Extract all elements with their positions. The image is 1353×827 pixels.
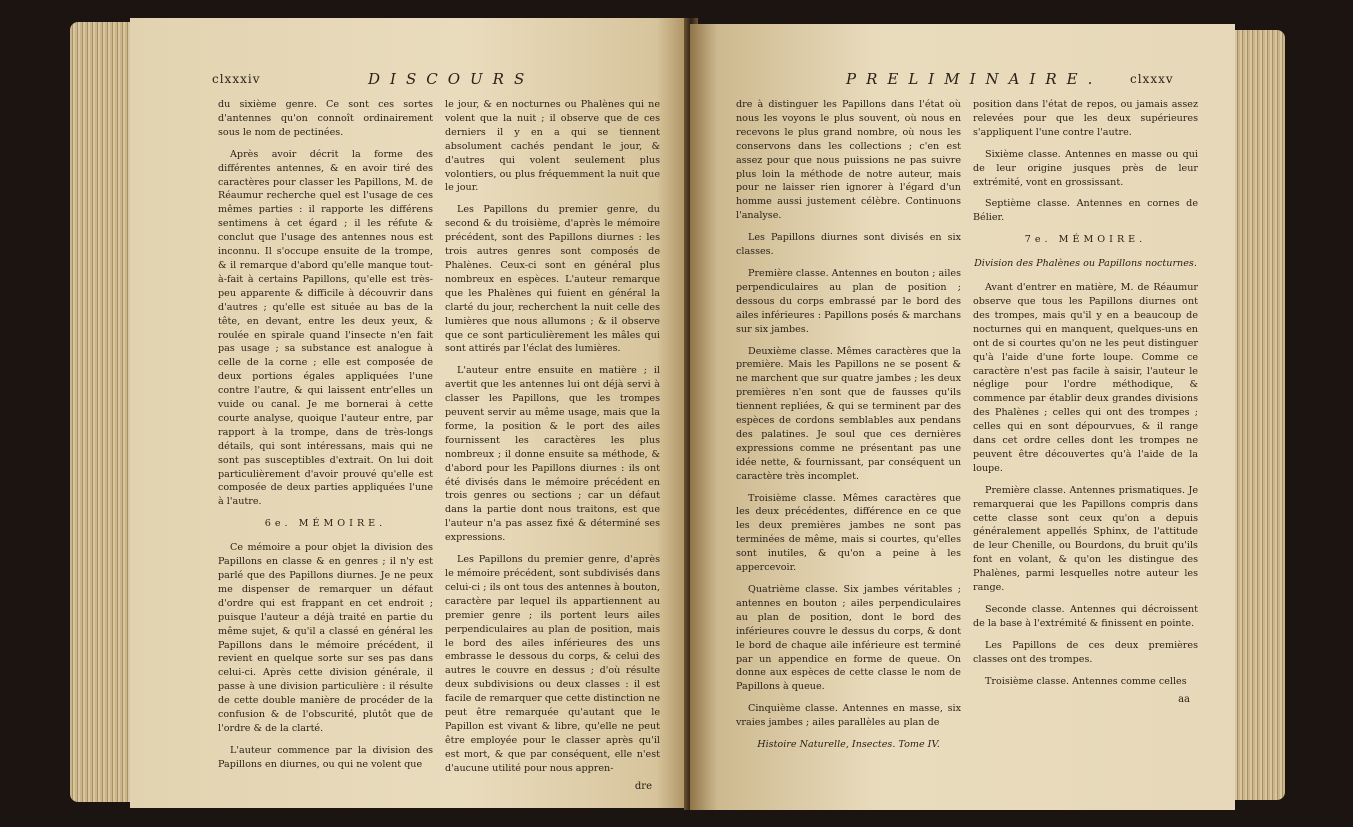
paragraph: Septième classe. Antennes en cornes de Bélier. xyxy=(973,198,1198,224)
paragraph: Troisième classe. Antennes comme celles xyxy=(985,675,1187,687)
paragraph: Ce mémoire a pour objet la division des Papillons en classe & en genres ; il n'y est parlé que des Papillons diurnes. Je ne peux me dispenser de remarquer un défaut d'ordre qui est frappant en cet endroit ; puisque l'auteur a déjà traité en partie du même sujet, & qu'il a classé en général les Papillons dans le mémoire précédent, il revient en quelque sorte sur ses pas dans celui-ci. Après cette division générale, il passe à une division particulière : il résulte de cette double manière de procéder de la confusion & de l'obscurité, plutôt que de l'ordre & de la clarté. xyxy=(218,542,433,734)
paragraph: L'auteur commence par la division des Papillons en diurnes, ou qui ne volent que xyxy=(218,744,433,770)
section-subtitle: Division des Phalènes ou Papillons nocturnes. xyxy=(974,258,1197,270)
right-column-1 xyxy=(736,98,961,762)
paragraph: Première classe. Antennes en bouton ; ailes perpendiculaires au plan de position ; dessous du corps embrassé par le bord des ailes inférieures : Papillons posés & marchans sur six jambes. xyxy=(736,267,961,335)
paragraph: Les Papillons diurnes sont divisés en six classes. xyxy=(736,232,961,258)
right-page-number: clxxxv xyxy=(1130,72,1174,86)
paragraph: Cinquième classe. Antennes en masse, six vraies jambes ; ailes parallèles au plan de xyxy=(736,703,961,729)
section-heading: 7e. MÉMOIRE. xyxy=(1024,234,1147,246)
paragraph: Première classe. Antennes prismatiques. Je remarquerai que les Papillons compris dans cette classe sont ceux qu'on a depuis généralement appellés Sphinx, de l'attitude de leur Chenille, ou Bourdons, du bruit qu'ils font en volant, & qu'on les distingue des Phalènes, parmi lesquelles notre auteur les range. xyxy=(973,484,1198,594)
right-running-title: PRELIMINAIRE. xyxy=(846,70,1103,88)
paragraph: Avant d'entrer en matière, M. de Réaumur observe que tous les Papillons diurnes ont des trompes, mais qu'il y en a beaucoup de nocturnes qui en manquent, quelques-uns en ont de si courtes qu'on ne les peut distinguer qu'à l'aide d'une forte loupe. Comme ce caractère n'est pas facile à saisir, l'auteur le néglige pour l'ordre méthodique, & commence par établir deux grandes divisions des Phalènes ; celles qui ont des trompes ; celles qui en sont dépourvues, & il range dans cet ordre celles dont les trompes ne peuvent être découvertes qu'à l'aide de la loupe. xyxy=(973,282,1198,474)
paragraph: le jour, & en nocturnes ou Phalènes qui ne volent que la nuit ; il observe que de ces derniers il y en a qui se tiennent absolument cachés pendant le jour, & d'autres qui volent seulement plus volontiers, ou plus fréquemment la nuit que le jour. xyxy=(445,99,660,194)
paragraph: Après avoir décrit la forme des différentes antennes, & en avoir tiré des caractères pour classer les Papillons, M. de Réaumur recherche quel est l'usage de ces mêmes parties : il rapporte les différens sentimens à cet égard ; il les réfute & conclut que l'usage des antennes nous est inconnu. Il s'occupe ensuite de la trompe, & il remarque d'abord qu'elle manque tout-à-fait à certains Papillons, qu'elle est très-peu apparente & difficile à découvrir dans d'autres ; qu'elle est située au bas de la tête, en devant, entre les deux yeux, & roulée en spirale quand l'insecte n'en fait pas usage ; sa substance est analogue à celle de la corne ; elle est composée de deux portions égales appliquées l'une contre l'autre, & qui laissent entr'elles un vuide ou canal. Je me bornerai à cette courte analyse, quoique l'auteur entre, par rapport à la trompe, dans de très-longs détails, qui sont intéressans, mais qui ne sont pas susceptibles d'extrait. On lui doit particulièrement d'avoir prouvé qu'elle est composée de deux parties appliquées l'une à l'autre. xyxy=(218,148,433,508)
paragraph: dre à distinguer les Papillons dans l'état où nous les voyons le plus souvent, où nous en recevons le plus grand nombre, où nous les conservons dans les collections ; c'en est assez pour que nous puissions ne pas suivre plus loin la méthode de notre auteur, mais pour ne laisser rien ignorer à l'égard d'un homme aussi justement célèbre. Continuons l'analyse. xyxy=(736,99,961,222)
paragraph: Seconde classe. Antennes qui décroissent de la base à l'extrémité & finissent en pointe. xyxy=(973,604,1198,629)
left-column-1 xyxy=(218,98,433,794)
paragraph: Les Papillons de ces deux premières classes ont des trompes. xyxy=(973,639,1198,665)
paragraph: Les Papillons du premier genre, d'après le mémoire précédent, sont subdivisés dans celui-ci ; ils ont tous des antennes à bouton, caractère par lequel ils appartiennent au premier genre ; ils portent leurs ailes perpendiculaires au plan de position, mais le bord des ailes inférieures des uns embrasse le dessous du corps, & celui des autres le couvre en dessus ; d'où résulte deux subdivisions ou deux classes : il est facile de remarquer que cette distinction ne peut être remarquée qu'autant que le Papillon est vivant & libre, qu'elle ne peut être employée pour le classer après qu'il est mort, & que par conséquent, elle n'est d'aucune utilité pour nous appren- xyxy=(445,554,660,774)
right-running-head xyxy=(736,70,1205,94)
left-running-head xyxy=(212,70,660,94)
left-column-2 xyxy=(445,98,660,794)
paragraph: position dans l'état de repos, ou jamais assez relevées pour que les deux supérieures s'appliquent l'une contre l'autre. xyxy=(973,99,1198,138)
paragraph: Les Papillons du premier genre, du second & du troisième, d'après le mémoire précédent, sont des Papillons diurnes : les trois autres genres sont composés de Phalènes. Ceux-ci sont en général plus nombreux en espèces. L'auteur remarque que les Phalènes qui fuient en général la clarté du jour, recherchent la nuit celle des lumières que nous allumons ; & il observe que ce sont particulièrement les mâles qui sont attirés par l'éclat des lumières. xyxy=(445,204,660,355)
paragraph: Deuxième classe. Mêmes caractères que la première. Mais les Papillons ne se posent & ne marchent que sur quatre jambes ; les deux premières n'en sont que de fausses qu'ils tiennent repliées, & qui se terminent par des espèces de cordons semblables aux pendans des palatines. Je soul que ces dernières expressions comme ne présentant pas une idée nette, & fournissant, par conséquent un caractère très incomplet. xyxy=(736,345,961,482)
right-page xyxy=(690,24,1235,810)
right-column-2 xyxy=(973,98,1198,762)
catchword: dre xyxy=(634,780,652,792)
left-page xyxy=(130,18,690,808)
signature-mark: aa xyxy=(1178,693,1190,705)
page-footer: Histoire Naturelle, Insectes. Tome IV. xyxy=(757,739,940,751)
paragraph: Sixième classe. Antennes en masse ou qui de leur origine jusques près de leur extrémité, vont en grossissant. xyxy=(973,148,1198,188)
paragraph: Quatrième classe. Six jambes véritables ; antennes en bouton ; ailes perpendiculaires au plan de position, dont le bord des inférieures couvre le dessus du corps, & dont le bord de chaque aile inférieure est terminé par un appendice en forme de queue. On donne aux espèces de cette classe le nom de Papillons à queue. xyxy=(736,584,961,693)
left-page-number: clxxxiv xyxy=(212,72,261,86)
section-heading: 6e. MÉMOIRE. xyxy=(264,518,387,530)
left-running-title: DISCOURS xyxy=(368,70,535,88)
paragraph: L'auteur entre ensuite en matière ; il avertit que les antennes lui ont déjà servi à classer les Papillons, que les trompes peuvent servir au même usage, mais que la forme, la position & le port des ailes fournissent les caractères les plus nombreux ; il donne ensuite sa méthode, & d'abord pour les Papillons diurnes : ils ont été divisés dans le mémoire précédent en trois genres ou sections ; car un défaut dans la partie dont nous traitons, est que l'auteur n'a pas assez fixé & déterminé ses expressions. xyxy=(445,365,660,544)
paragraph: du sixième genre. Ce sont ces sortes d'antennes qu'on connoît ordinairement sous le nom de pectinées. xyxy=(218,99,433,138)
paragraph: Troisième classe. Mêmes caractères que les deux précédentes, différence en ce que les deux premières jambes ne sont pas terminées de même, mais si courtes, qu'elles sont inutiles, & qu'on a peine à les appercevoir. xyxy=(736,492,961,574)
